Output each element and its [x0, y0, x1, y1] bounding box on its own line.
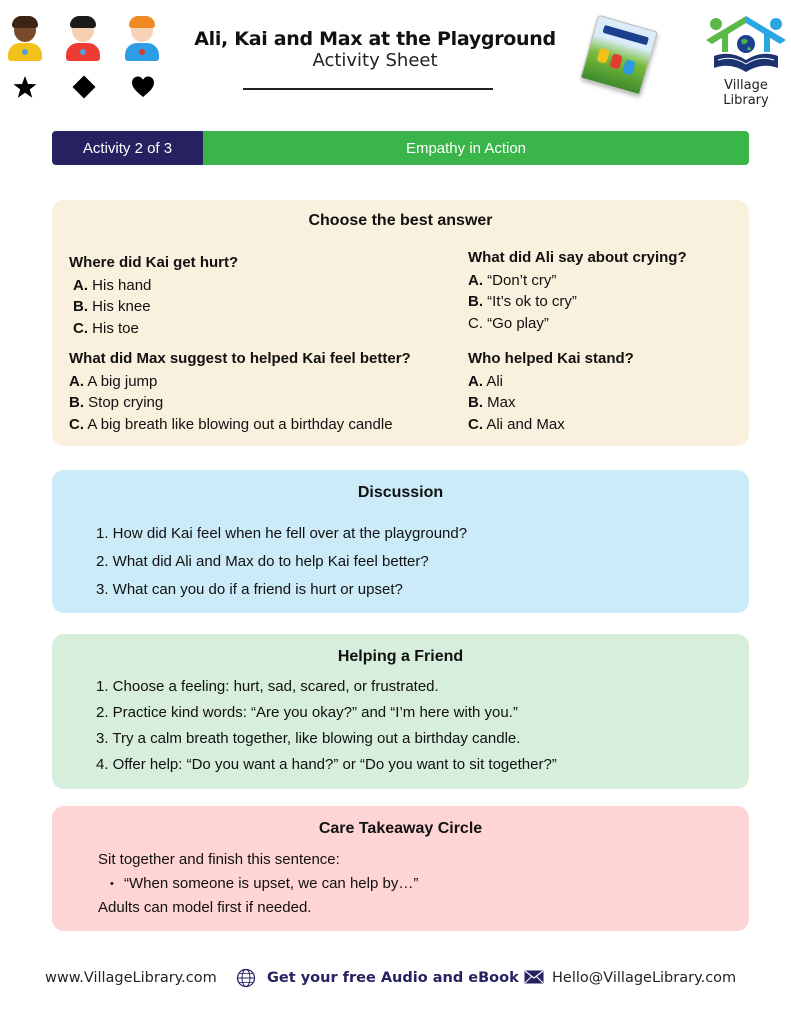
house-book-icon: [700, 10, 791, 78]
list-item: 1. How did Kai feel when he fell over at the playground?: [96, 525, 468, 542]
quiz-question-4: Who helped Kai stand? A. Ali B. Max C. Ali and Max: [468, 348, 634, 435]
answer-option[interactable]: B. Max: [468, 394, 516, 411]
answer-option[interactable]: C. “Go play”: [468, 314, 549, 332]
discussion-title: Discussion: [357, 484, 444, 501]
quiz-question-1: Where did Kai get hurt? A. His hand B. His knee C. His toe: [69, 252, 238, 339]
care-prompt: • “When someone is upset, we can help by…”: [98, 872, 418, 896]
star-icon: [13, 75, 37, 99]
answer-option[interactable]: A. “Don’t cry”: [468, 271, 557, 289]
quiz-title: Choose the best answer: [308, 212, 493, 229]
quiz-section: [52, 200, 749, 446]
village-library-logo: [700, 10, 780, 110]
answer-option[interactable]: B. His knee: [73, 298, 151, 315]
free-audio-ebook-link[interactable]: Get your free Audio and eBook: [267, 970, 519, 986]
answer-option[interactable]: A. A big jump: [69, 372, 158, 390]
activity-counter: Activity 2 of 3: [52, 131, 203, 165]
character-ali-illustration: [5, 16, 45, 64]
logo-text: Village Library: [723, 78, 769, 108]
quiz-question-3: What did Max suggest to helped Kai feel better? A. A big jump B. Stop crying C. A big breath like blowing out a birthday candle: [69, 348, 411, 435]
footer: [0, 966, 791, 990]
helping-friend-section: [52, 634, 749, 789]
character-max-illustration: [122, 16, 162, 64]
list-item: 1. Choose a feeling: hurt, sad, scared, or frustrated.: [96, 678, 439, 695]
page-subtitle: Activity Sheet: [312, 50, 438, 71]
answer-option[interactable]: A. His hand: [73, 276, 152, 294]
helping-list: [96, 674, 557, 778]
care-takeaway-section: [52, 806, 749, 931]
list-item: 3. What can you do if a friend is hurt or upset?: [96, 581, 403, 598]
answer-option[interactable]: C. A big breath like blowing out a birthday candle: [69, 415, 393, 433]
care-intro: Sit together and finish this sentence:: [98, 851, 340, 868]
list-item: 4. Offer help: “Do you want a hand?” or “Do you want to sit together?”: [96, 756, 557, 773]
diamond-icon: [72, 75, 96, 99]
website-link[interactable]: www.VillageLibrary.com: [45, 970, 217, 986]
title-divider: [243, 88, 493, 90]
page-title: Ali, Kai and Max at the Playground: [194, 28, 556, 50]
discussion-section: [52, 470, 749, 613]
header: [0, 0, 791, 120]
book-cover-image: [580, 15, 658, 96]
care-note: Adults can model first if needed.: [98, 899, 312, 916]
list-item: 2. Practice kind words: “Are you okay?” and “I’m here with you.”: [96, 704, 518, 721]
email-link[interactable]: Hello@VillageLibrary.com: [552, 970, 737, 986]
answer-option[interactable]: C. His toe: [73, 319, 139, 337]
answer-option[interactable]: C. Ali and Max: [468, 415, 565, 433]
list-item: 3. Try a calm breath together, like blowing out a birthday candle.: [96, 730, 521, 747]
mail-icon: [524, 970, 544, 988]
activity-banner: [52, 131, 749, 165]
list-item: 2. What did Ali and Max do to help Kai feel better?: [96, 553, 429, 570]
discussion-list: [96, 520, 467, 604]
title-block: [180, 28, 570, 72]
quiz-question-2: What did Ali say about crying? A. “Don’t cry” B. “It’s ok to cry” C. “Go play”: [468, 247, 687, 334]
care-body: [98, 848, 418, 920]
answer-option[interactable]: A. Ali: [468, 372, 504, 390]
answer-option[interactable]: B. “It’s ok to cry”: [468, 293, 577, 310]
answer-option[interactable]: B. Stop crying: [69, 394, 164, 411]
helping-title: Helping a Friend: [337, 648, 464, 665]
globe-icon: [236, 968, 256, 992]
care-title: Care Takeaway Circle: [318, 820, 483, 837]
character-kai-illustration: [63, 16, 103, 64]
activity-theme: Empathy in Action: [203, 131, 749, 165]
heart-icon: [131, 75, 155, 99]
